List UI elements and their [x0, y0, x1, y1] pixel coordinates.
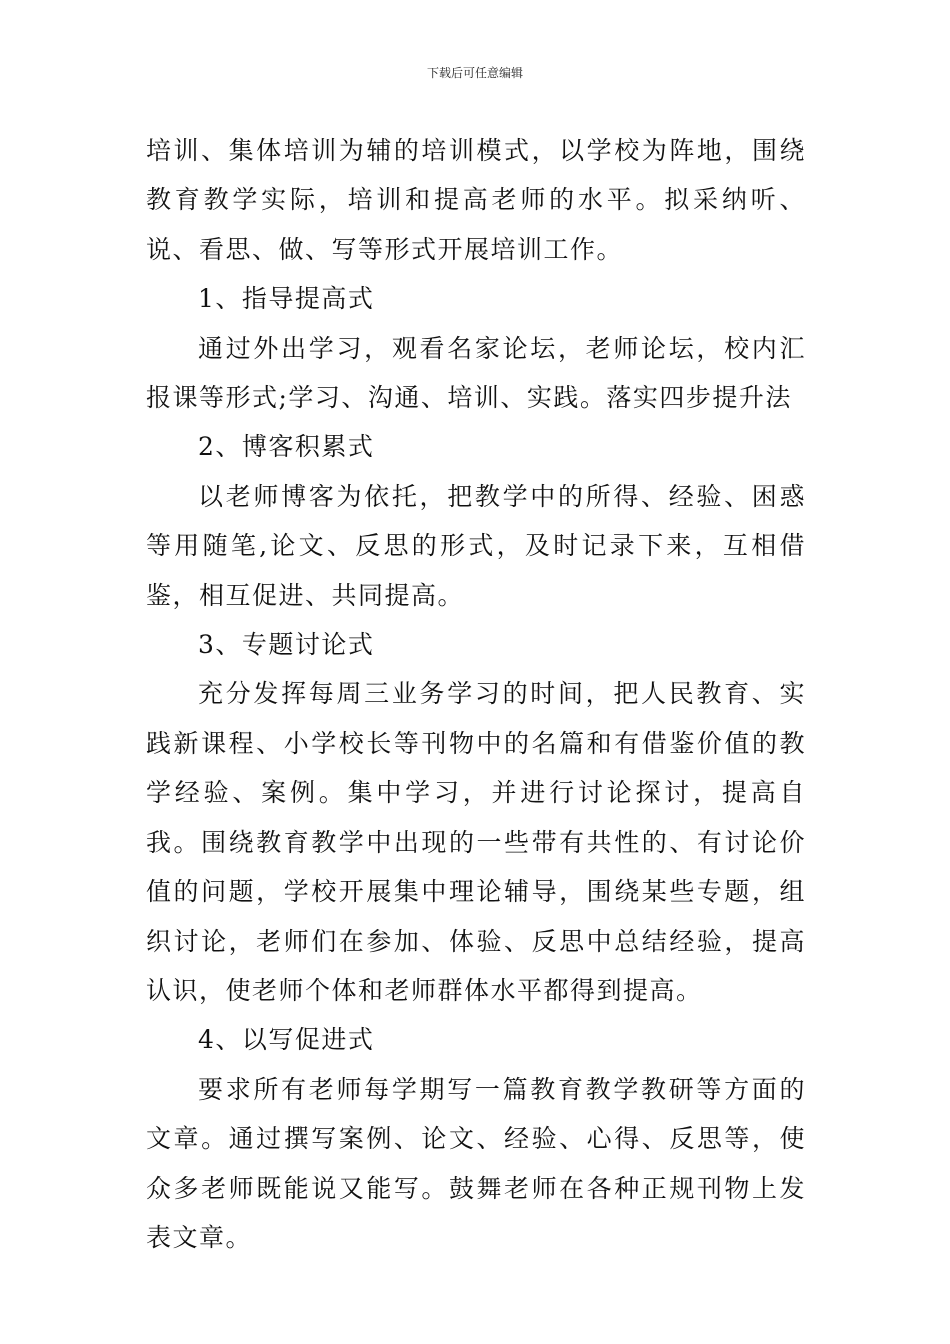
document-body — [146, 126, 806, 1262]
paragraph-continuation: 培训、集体培训为辅的培训模式，以学校为阵地，围绕教育教学实际，培训和提高老师的水平。拟采纳听、说、看思、做、写等形式开展培训工作。 — [146, 136, 806, 264]
section-heading-2: 2、博客积累式 — [198, 432, 375, 462]
paragraph-section-2: 以老师博客为依托，把教学中的所得、经验、困惑等用随笔,论文、反思的形式，及时记录下来，互相借鉴，相互促进、共同提高。 — [146, 481, 806, 610]
page-header-note: 下载后可任意编辑 — [426, 66, 523, 80]
section-heading-4: 4、以写促进式 — [198, 1025, 375, 1055]
paragraph-section-3: 充分发挥每周三业务学习的时间，把人民教育、实践新课程、小学校长等刊物中的名篇和有借鉴价值的教学经验、案例。集中学习，并进行讨论探讨，提高自我。围绕教育教学中出现的一些带有共性的、有讨论价值的问题，学校开展集中理论辅导，围绕某些专题，组织讨论，老师们在参加、体验、反思中总结经验，提高认识，使老师个体和老师群体水平都得到提高。 — [146, 679, 806, 1005]
paragraph-section-1: 通过外出学习，观看名家论坛，老师论坛，校内汇报课等形式;学习、沟通、培训、实践。落实四步提升法 — [146, 333, 806, 413]
section-heading-1: 1、指导提高式 — [198, 284, 375, 314]
section-heading-3: 3、专题讨论式 — [198, 630, 375, 660]
paragraph-section-4: 要求所有老师每学期写一篇教育教学教研等方面的文章。通过撰写案例、论文、经验、心得、反思等，使众多老师既能说又能写。鼓舞老师在各种正规刊物上发表文章。 — [146, 1074, 806, 1252]
